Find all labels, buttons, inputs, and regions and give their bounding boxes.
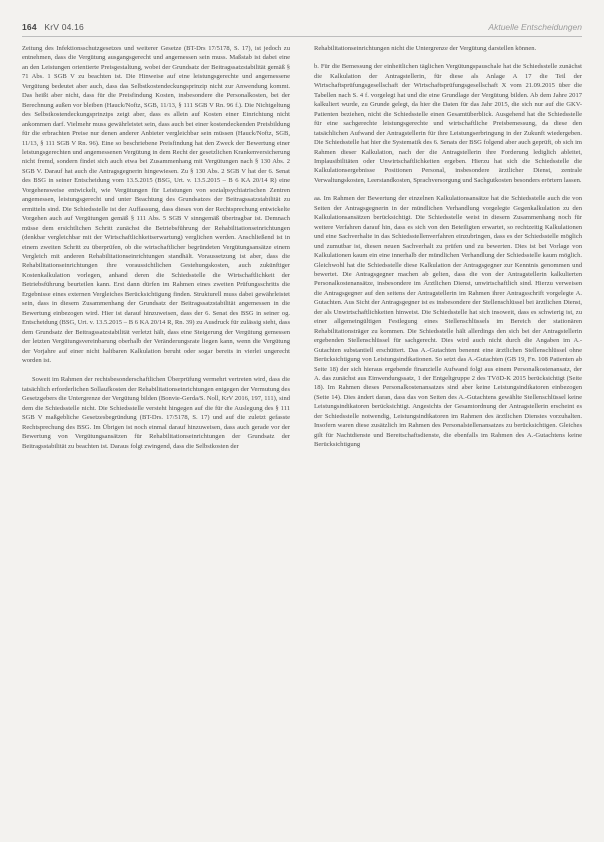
right-paragraph-3: aa. Im Rahmen der Bewertung der einzelnen Kalkulationsansätze hat die Schiedsstelle auch die von Seiten der Antragsgegnerin in der mündlichen Verhandlung vorgelegte Gegenkalkulation zu den Kalkulationsansätzen berücksichtigt. Die Schiedsstelle weist in diesem Zusammenhang noch für weitere Verfahren darauf hin, dass es sich von den Beteiligten erwartet, so rechtzeitig Kalkulationen und eine Sachverhalte in das Schiedsstellenverfahren einzubringen, dass es der Schiedsstelle möglich und zumutbar ist, diesen neuen Sachverhalt zu prüfen und zu bewerten. Dies ist bei Vorlage von Kalkulationen kaum ein eine innerhalb der mündlichen Verhandlung der Schiedsstelle kaum möglich. Gleichwohl hat die Schiedsstelle diese Kalkulation der Antragsgegner zur Kenntnis genommen und bewertet. Die Antragsgegner machen ab gelten, dass die von der Antragstellerin kalkulierten Personalkostenansätze, insbesondere im Ärztlichen Dienst, unwirtschaftlich sind. Hierzu verweisen die Antragsgegner auf den seitens der Antragstellerin im Rahmen ihrer Antragsschrift vorgelegte A. Gutachten. Aus Sicht der Antragsgegner ist es insbesondere der Stellenschlüssel bei ärztlichen Dienst, der als Unwirtschaftlichkeiten hinweist. Die Schiedsstelle hat sich insoweit, dass es schwierig ist, zu einer allgemeingültigen Festlegung eines Stellenschlüssels im Bereich der stationären Rehabilitationsträger zu kommen. Die Schiedsstelle hält allerdings den sich bei der Antragstellerin ergebenden Stellenschlüssel für sachgerecht. Dies wird auch nicht durch die Angaben im A.-Gutachten substantiell erschüttert. Das A.-Gutachten benennt eine ärztlichen Stellenschlüssel ohne Berücksichtigung von Leistungsindikationen. So setzt das A.-Gutachten (GB 19, Fn. 108 Patienten ab Seite 18) der sich hieraus ergebende finanzielle Aufwand folgt aus einem Personalkostenansatz, der A. das zunächst aus Einwendungssatz, 1 der Entgeltgruppe 2 des TVöD-K 2015 berücksichtigt (Seite 18). Im Rahmen dieses Personalkostenansatzes sind aber keine Leistungsindikatoren einbezogen (Seite 14). Dies ändert daran, dass das von Seiten des A.-Gutachtens gewählte Stellenschlüssel keine Leistungsindikatoren berücksichtigt. Angesichts der Gesamtordnung der Antragstellerin erscheint es der Schiedsstelle notwendig, Leistungsindikatoren im Rahmen des ärztlichen Dienstes vorzuhalten. Insofern waren diese zusätzlich im Rahmen des Personalstellenansatzes zu berücksichtigen. Gleiches gilt für Nachtdienste und Bereitschaftsdienste, die ebenfalls im Rahmen des A.-Gutachtens keine Berücksichtigung <box>314 195 582 449</box>
header-rule <box>22 36 582 37</box>
journal-issue: KrV 04.16 <box>44 22 84 32</box>
left-paragraph-2: Soweit im Rahmen der rechtsbesonderschaftlichen Überprüfung vermehrt vertreten wird, dass die tatsächlich erforderlichen Sollaufkosten der Rehabilitationseinrichtungen entgegen der Vermutung des Gesetzgebers die Untergrenze der Vergütung bilden (Bonvie-Gerda/S. Noll, KrV 2016, 197, 111), sind dem die Schiedsstelle nicht. Die Schiedsstelle versteht hingegen auf die für die Auslegung des § 111 SGB V maßgebliche Gesetzesbegründung (BT-Drs. 17/5178, S. 17) und auf die zuletzt gefasste Rechtsprechung des BSG. Im Übrigen ist noch einmal darauf hinzuweisen, dass auch gerade vor der Bewertung von Vergütungsansätzen für Rehabilitationseinrichtungen der Grundsatz der Beitragsstabilität zu beachten ist. Daraus folgt zwingend, dass die Selbstkosten der <box>22 376 290 450</box>
right-paragraph-1: Rehabilitationseinrichtungen nicht die Untergrenze der Vergütung darstellen können. <box>314 45 537 52</box>
right-column <box>314 44 582 450</box>
right-paragraph-2: b. Für die Bemessung der einheitlichen täglichen Vergütungspauschale hat die Schiedsstelle zunächst die Kalkulation der Antragstellerin, für diese als Anlage A 17 die Teil der Wirtschaftsprüfungsgesellschaft der Wirtschaftsprüfungsgesellschaft X vom 21.09.2015 über die Tabellen nach S. 4 f. vorgelegt hat und die eine Grundlage der Vergütung bilden. Ab dem Jahre 2017 kalkuliert wurde, zu Grunde gelegt, da hier die Daten für das Jahr 2015, die sich nur auf die GKV-Patienten beziehen, nicht die Schiedsstelle einen Gesamtüberblick. Ausgehend hat die Schiedsstelle für eine sachgerechte leistungsgerechte und wirtschaftliche Preisbemessung, da diese den tatsächlichen Aufwand der Antragstellerin für ihre Leistungserbringung in der Zukunft wiedergeben. Die Schiedsstelle hat hier die Systematik des 6. Senats der BSG folgend aber auch geprüft, ob sich im Rahmen dieser Kalkulation, nach der die Antragstellerin ihre Forderung lediglich ableitet, Implausibilitäten oder Unwirtschaftlichkeiten ergeben. Hierzu hat sich die Schiedsstelle die Kalkulationsergebnisse Positionen Personal, insbesondere ärztlicher Dienst, zentrale Verwaltungskosten, Leerstandkosten, Sprachversorgung und Sachgutkosten besonders erörtern lassen. <box>314 63 582 184</box>
left-column <box>22 44 290 451</box>
header-left <box>22 22 84 32</box>
page-number: 164 <box>22 22 37 32</box>
left-paragraph-1: Zeitung des Infektionsschutzgesetzes und weiterer Gesetze (BT-Drs 17/5178, S. 17), ist jedoch zu entnehmen, dass die Vergütung ausgangsgerecht und angemessen sein muss. Maßstab ist dabei eine an den Leistungen orientierte Preisgestaltung, wobei der Grundsatz der Beitragssatzstabilität gemäß § 71 Abs. 1 SGB V zu beachten ist. Die Hinweise auf eine leistungsgerechte und angemessene Vergütung bedeutet aber auch, dass das Selbstkostendeckungsprinzip nicht zur Anwendung kommt. Das heißt aber nicht, dass für die Preisfindung Kosten, insbesondere die Personalkosten, bei der Berechnung außen vor bleiben (Hauck/Noftz, SGB, 11/13, § 111 SGB V Rn. 96 f.). Die Nichtgeltung des Selbstkostendeckungsprinzips zeigt aber, dass es allein auf Kosten einer Einrichtung nicht ankommen darf. Vielmehr muss gewährleistet sein, dass auch bei einer kostendeckenden Preisbildung für die erbrachten Preise nur denen anderer Anbieter vergleichbar sein müssen (Hauck/Noftz, SGB, 11/13, § 111 SGB V Rn. 96). Eine so beschriebene Preisfindung hat den Zweck der Bewertung einer leistungsgerechten und angemessenen Vergütung in dem Recht der gesetzlichen Krankenversicherung nicht fremd, sondern findet sich auch etwa bei Zusammenhang mit Vergütungen nach § 130 Abs. 2 SGB V. Darauf hat auch die Antragsgegnerin hingewiesen. Zu § 130 Abs. 2 SGB V hat der 6. Senat des BSG in seiner Entscheidung vom 13.5.2015 (BSG, Urt. v. 13.5.2015 – B 6 KA 20/14 R) eine Vorgehensweise entwickelt, wie Vergütungen für Leistungen von sozialpsychiatrischen Zentren angemessen, leistungsgerecht und unter Beachtung des Grundsatzes der Beitragssatzstabilität zu ermitteln sind. Die Schiedsstelle ist der Auffassung, dass dieses von der Rechtsprechung entwickelte Vorgehen auch auf Vergütungen gemäß § 111 Abs. 5 SGB V sinngemäß übertragbar ist. Demnach müsse dem ersichtlichen Schritt zunächst die Betriebsführung der Rehabilitationseinrichtungen (denkbar vergleichbar mit der Wirtschaftlichkeitserwartung) verglichen werden. Anschließend ist in einem zweiten Schritt zu überprüfen, ob die wirtschaftlicher begründeten Vergütungsansätze einem Vergleich mit anderen Rehabilitationseinrichtungen standhält. Voraussetzung ist aber, dass die Rehabilitationseinrichtungen ihre voraussichtlichen Gestehungskosten, auch zukünftiger Kostenkalkulation vorlegen, anhand deren die Schiedsstelle die Wirtschaftlichkeit der Betriebsführung beurteilen kann. Erst dann dürfen im Rahmen eines zweiten Prüfungsschritts die Ergebnisse eines externen Vergleiches Berücksichtigung finden. Strukturell muss dabei gewährleistet sein, dass in diesem Zusammenhang der Grundsatz der Beitragssatzstabilität angemessen in die Bewertung einbezogen wird. Hier ist darauf hinzuweisen, dass der 6. Senat des BSG in seiner og. Entscheidung (BSG, Urt. v. 13.5.2015 – B 6 KA 20/14 R, Rn. 39) zu Ausdruck für zulässig sieht, dass dem Grundsatz der Beitragssatzstabilität verletzt hält, dass eine Steigerung der Vergütung gemessen der letzten Vergütungsvereinbarung oberhalb der Veränderungsrate liegen kann, wenn die Vergütung der Vorjahre auf einer nicht haltbaren Kalkulation beruht oder sogar bereits in vierlei ungerecht worden ist. <box>22 45 290 364</box>
section-title: Aktuelle Entscheidungen <box>488 22 582 32</box>
